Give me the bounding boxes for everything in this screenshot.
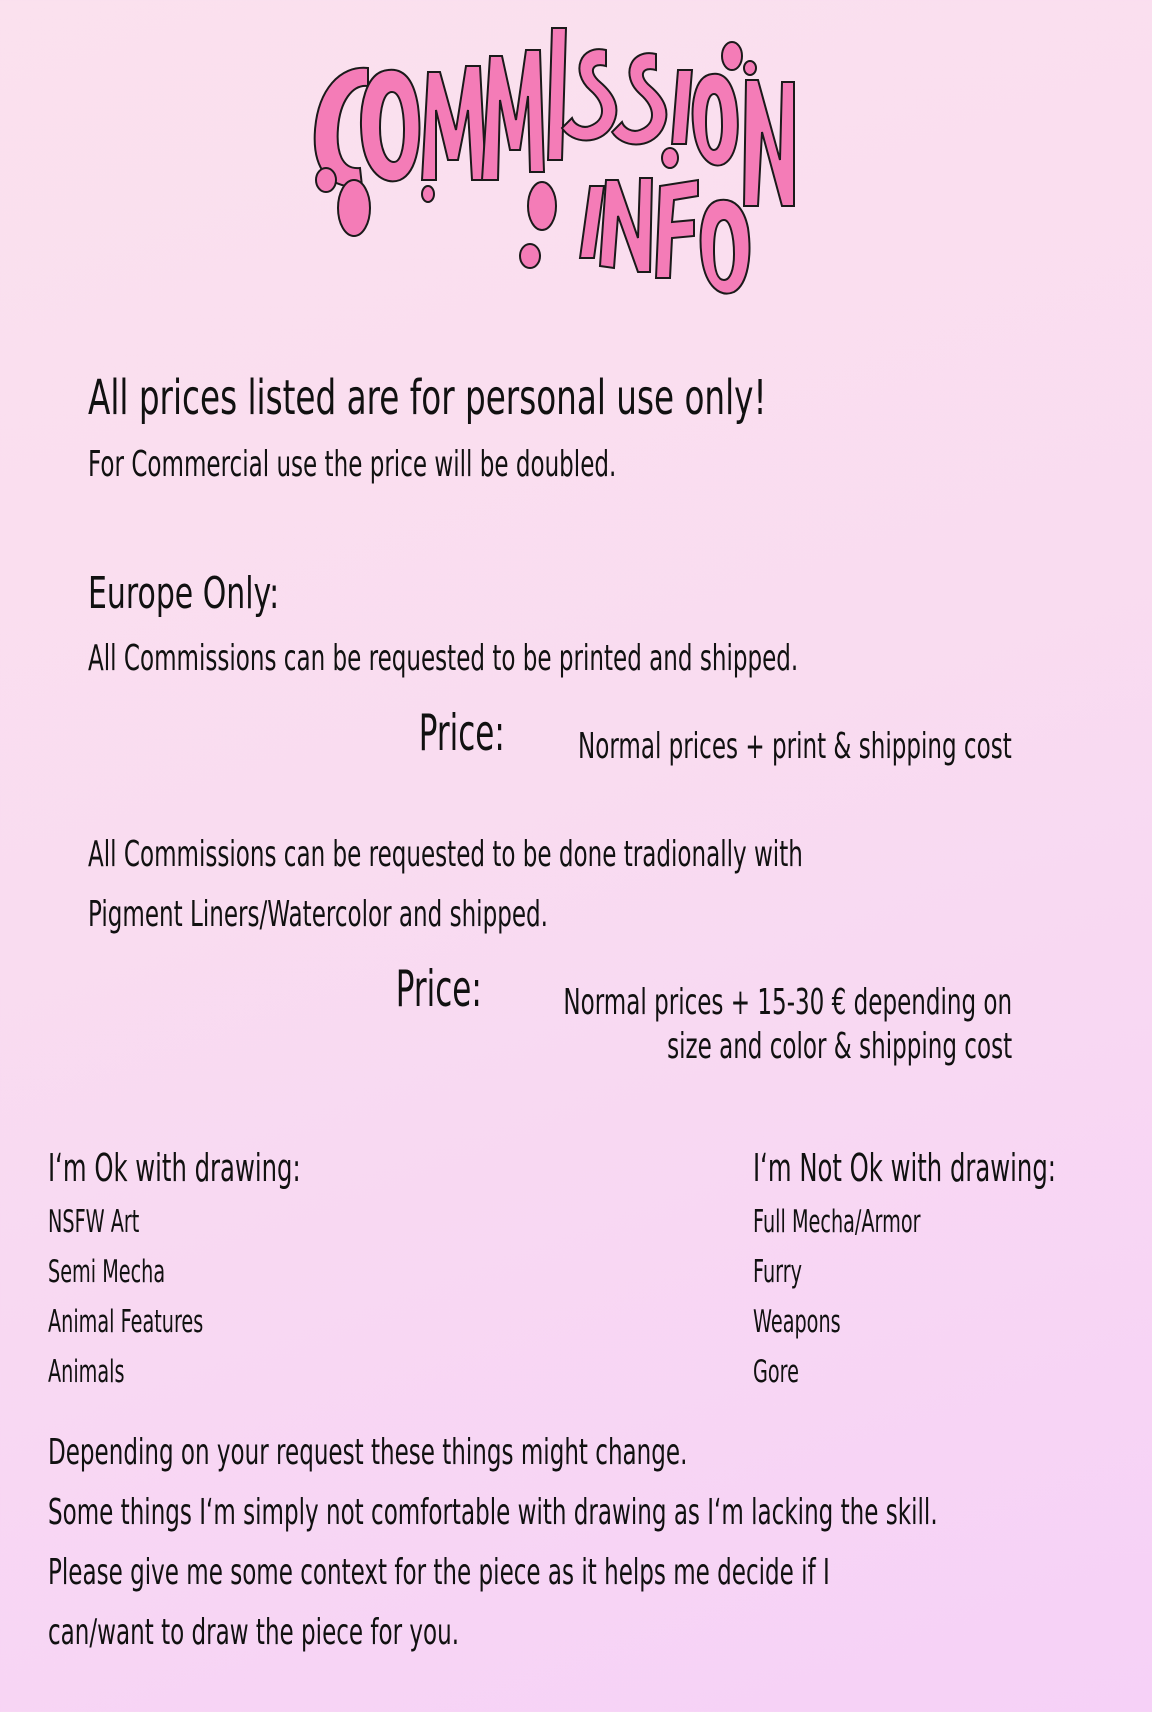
ok-list-item: Semi Mecha — [48, 1254, 166, 1290]
europe-heading-wrap — [88, 568, 369, 619]
footer-line4: can/want to draw the piece for you. — [48, 1612, 460, 1653]
print-text: All Commissions can be requested to be printed and shipped. — [88, 638, 799, 679]
print-text-wrap — [88, 638, 1152, 679]
traditional-price-row — [167, 960, 1012, 1023]
usage-note-wrap — [88, 444, 914, 485]
ok-list-item: Animal Features — [48, 1304, 204, 1340]
print-price-row — [190, 704, 1012, 767]
print-price-value: Normal prices + print & shipping cost — [578, 726, 1012, 767]
usage-heading-wrap — [88, 370, 1086, 426]
traditional-line2-wrap — [88, 894, 807, 935]
traditional-price-line2-wrap — [473, 1026, 1012, 1067]
ok-list-heading-wrap — [48, 1146, 443, 1190]
print-price-label: Price: — [419, 704, 506, 762]
ok-list-item: Animals — [48, 1354, 125, 1390]
usage-heading: All prices listed are for personal use only! — [88, 370, 767, 426]
not-ok-list-item: Gore — [753, 1354, 799, 1390]
ok-list-heading: I‘m Ok with drawing: — [48, 1146, 301, 1190]
not-ok-list — [753, 1204, 1023, 1404]
not-ok-list-item: Furry — [753, 1254, 803, 1290]
traditional-line1: All Commissions can be requested to be done tradionally with — [88, 834, 803, 875]
footer-line3: Please give me some context for the piece as it helps me decide if I — [48, 1552, 830, 1593]
footer-line1: Depending on your request these things might change. — [48, 1432, 688, 1473]
ok-list-item: NSFW Art — [48, 1204, 140, 1240]
commission-info-logo — [300, 10, 840, 330]
not-ok-list-item: Weapons — [753, 1304, 841, 1340]
footer — [48, 1432, 1152, 1672]
traditional-price-line1: Normal prices + 15-30 € depending on — [563, 982, 1012, 1023]
not-ok-list-item: Full Mecha/Armor — [753, 1204, 921, 1240]
europe-heading: Europe Only: — [88, 568, 280, 619]
traditional-line2: Pigment Liners/Watercolor and shipped. — [88, 894, 548, 935]
traditional-price-line2: size and color & shipping cost — [666, 1026, 1012, 1067]
usage-note: For Commercial use the price will be doubled. — [88, 444, 617, 485]
traditional-price-label: Price: — [395, 960, 482, 1018]
not-ok-list-heading-wrap — [753, 1146, 1152, 1190]
not-ok-list-heading: I‘m Not Ok with drawing: — [753, 1146, 1056, 1190]
traditional-line1-wrap — [88, 834, 1152, 875]
footer-line2: Some things I‘m simply not comfortable with drawing as I‘m lacking the skill. — [48, 1492, 938, 1533]
ok-list — [48, 1204, 298, 1404]
